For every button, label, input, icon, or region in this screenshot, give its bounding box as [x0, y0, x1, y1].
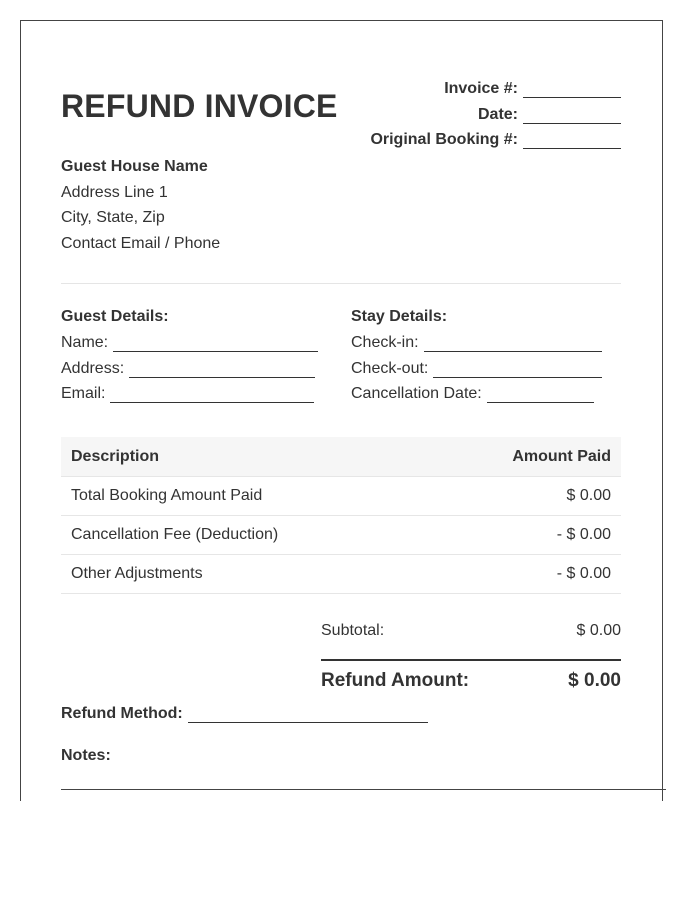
subtotal-label: Subtotal: — [321, 622, 385, 639]
subtotal-row — [321, 622, 621, 640]
refund-method-field — [61, 705, 428, 723]
header-divider — [61, 283, 621, 284]
row-amount: - $ 0.00 — [556, 565, 611, 582]
invoice-number-field — [444, 80, 621, 98]
date-field — [478, 106, 621, 124]
row-description: Cancellation Fee (Deduction) — [71, 526, 279, 543]
checkout-field — [351, 360, 602, 378]
business-address-line1: Address Line 1 — [61, 184, 168, 201]
column-header-amount: Amount Paid — [512, 447, 611, 465]
row-description: Other Adjustments — [71, 565, 203, 582]
guest-email-field — [61, 385, 314, 403]
refund-amount-value: $ 0.00 — [568, 670, 621, 691]
original-booking-label: Original Booking #: — [370, 131, 518, 148]
invoice-number-blank[interactable] — [523, 83, 621, 98]
total-divider — [321, 659, 621, 661]
guest-details-heading: Guest Details: — [61, 308, 169, 325]
guest-email-label: Email: — [61, 385, 106, 402]
guest-email-blank[interactable] — [110, 388, 314, 403]
guest-name-label: Name: — [61, 334, 109, 351]
business-address-line2: City, State, Zip — [61, 209, 165, 226]
invoice-title: REFUND INVOICE — [61, 88, 338, 124]
stay-details-heading: Stay Details: — [351, 308, 448, 325]
date-blank[interactable] — [523, 109, 621, 124]
cancellation-date-field — [351, 385, 594, 403]
table-row — [61, 516, 621, 555]
refund-method-blank[interactable] — [188, 708, 428, 723]
refund-method-label: Refund Method: — [61, 705, 183, 722]
guest-address-field — [61, 360, 315, 378]
checkout-blank[interactable] — [433, 363, 602, 378]
checkin-blank[interactable] — [424, 337, 602, 352]
table-row — [61, 477, 621, 516]
refund-items-table — [61, 437, 621, 594]
guest-name-blank[interactable] — [113, 337, 318, 352]
checkin-field — [351, 334, 602, 352]
refund-amount-row — [321, 670, 621, 692]
cancellation-date-label: Cancellation Date: — [351, 385, 482, 402]
business-name: Guest House Name — [61, 158, 208, 175]
date-label: Date: — [477, 106, 518, 123]
subtotal-value: $ 0.00 — [576, 622, 621, 639]
refund-amount-label: Refund Amount: — [321, 670, 470, 691]
column-header-description: Description — [71, 447, 160, 465]
original-booking-blank[interactable] — [523, 134, 621, 149]
notes-label: Notes: — [61, 747, 111, 764]
row-amount: - $ 0.00 — [556, 526, 611, 543]
table-header — [61, 437, 621, 477]
invoice-number-label: Invoice #: — [444, 80, 518, 97]
checkin-label: Check-in: — [351, 334, 419, 351]
guest-address-label: Address: — [61, 360, 125, 377]
notes-line[interactable] — [61, 789, 666, 790]
table-row — [61, 555, 621, 594]
guest-name-field — [61, 334, 318, 352]
cancellation-date-blank[interactable] — [487, 388, 594, 403]
row-description: Total Booking Amount Paid — [71, 487, 263, 504]
business-contact: Contact Email / Phone — [61, 235, 221, 252]
row-amount: $ 0.00 — [566, 487, 611, 504]
original-booking-field — [370, 131, 621, 149]
guest-address-blank[interactable] — [129, 363, 315, 378]
checkout-label: Check-out: — [351, 360, 429, 377]
